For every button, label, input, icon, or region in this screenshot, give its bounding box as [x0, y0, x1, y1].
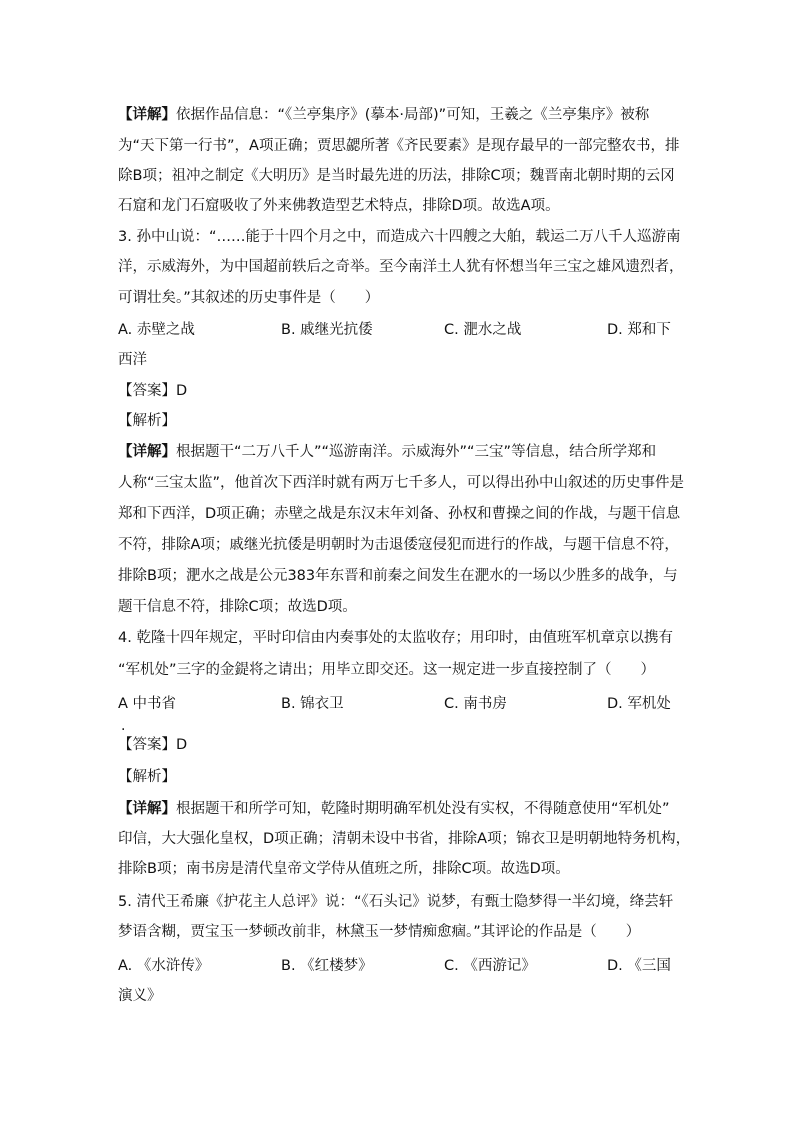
q3-option-d-wrap: 西洋	[118, 352, 147, 368]
q5-option-b: B. 《红楼梦》	[281, 958, 373, 974]
q3-detail-line-5: 排除B项；淝水之战是公元383年东晋和前秦之间发生在淝水的一场以少胜多的战争，与	[118, 568, 678, 584]
q5-option-d-wrap: 演义》	[118, 988, 162, 1004]
q3-detail-line-1: 【详解】根据题干“二万八千人”“巡游南洋。示威海外”“三宝”等信息，结合所学郑和	[118, 444, 657, 460]
q3-detail-line-3: 郑和下西洋，D项正确；赤壁之战是东汉末年刘备、孙权和曹操之间的作战，与题干信息	[118, 506, 681, 522]
q4-option-b: B. 锦衣卫	[281, 696, 344, 712]
q4-stem-line-1: 4. 乾隆十四年规定，平时印信由内奏事处的太监收存；用印时，由值班军机章京以携有	[118, 630, 673, 646]
q4-detail-line-1: 【详解】根据题干和所学可知，乾隆时期明确军机处没有实权，不得随意使用“军机处”	[118, 801, 670, 817]
q2-detail-line-4: 石窟和龙门石窟吸收了外来佛教造型艺术特点，排除D项。故选A项。	[118, 198, 560, 214]
q3-option-b: B. 戚继光抗倭	[281, 322, 373, 338]
stray-dot: ·	[121, 722, 126, 738]
q5-option-d: D. 《三国	[607, 958, 671, 974]
q3-option-c: C. 淝水之战	[444, 322, 522, 338]
q4-option-c: C. 南书房	[444, 696, 507, 712]
q3-option-a: A. 赤壁之战	[118, 322, 195, 338]
q3-analysis-label: 【解析】	[118, 413, 176, 429]
q4-detail-line-2: 印信，大大强化皇权，D项正确；清朝未设中书省，排除A项；锦衣卫是明朝地特务机构，	[118, 831, 691, 847]
detail-tag: 【详解】	[118, 801, 176, 817]
q3-option-d: D. 郑和下	[607, 322, 671, 338]
q5-stem-line-2: 梦语含糊，贾宝玉一梦顿改前非，林黛玉一梦情痴愈痼。”其评论的作品是（ ）	[118, 924, 641, 940]
q4-analysis-label: 【解析】	[118, 769, 176, 785]
q5-option-c: C. 《西游记》	[444, 958, 536, 974]
q3-stem-line-2: 洋，示威海外，为中国超前轶后之奇举。至今南洋土人犹有怀想当年三宝之雄风遗烈者，	[118, 259, 684, 275]
q2-detail-line-2: 为“天下第一行书”，A项正确；贾思勰所著《齐民要素》是现存最早的一部完整农书，排	[118, 138, 680, 154]
detail-tag: 【详解】	[118, 444, 176, 460]
q2-detail-line-3: 除B项；祖冲之制定《大明历》是当时最先进的历法，排除C项；魏晋南北朝时期的云冈	[118, 168, 675, 184]
q5-option-a: A. 《水浒传》	[118, 958, 210, 974]
q4-detail-line-3: 排除B项；南书房是清代皇帝文学侍从值班之所，排除C项。故选D项。	[118, 861, 570, 877]
q4-option-a: A 中书省	[118, 696, 177, 712]
detail-tag: 【详解】	[118, 107, 176, 123]
q3-detail-line-6: 题干信息不符，排除C项；故选D项。	[118, 599, 357, 615]
q2-detail-line-1: 【详解】依据作品信息：“《兰亭集序》(摹本·局部)”可知，王羲之《兰亭集序》被称	[118, 107, 650, 123]
q3-stem-line-3: 可谓壮矣。”其叙述的历史事件是（ ）	[118, 290, 380, 306]
q4-option-d: D. 军机处	[607, 696, 671, 712]
q3-detail-line-4: 不符，排除A项；戚继光抗倭是明朝时为击退倭寇侵犯而进行的作战，与题干信息不符，	[118, 537, 679, 553]
q3-detail-line-2: 人称“三宝太监”，他首次下西洋时就有两万七千多人，可以得出孙中山叙述的历史事件是	[118, 475, 685, 491]
q4-answer: 【答案】D	[118, 737, 188, 753]
q3-answer: 【答案】D	[118, 383, 188, 399]
q4-stem-line-2: “军机处”三字的金鍉将之请出；用毕立即交还。这一规定进一步直接控制了（ ）	[118, 662, 656, 678]
q3-stem-line-1: 3. 孙中山说：“……能于十四个月之中，而造成六十四艘之大舶，载运二万八千人巡游南	[118, 229, 681, 245]
q5-stem-line-1: 5. 清代王希廉《护花主人总评》说：“《石头记》说梦，有甄士隐梦得一半幻境，绛芸轩	[118, 894, 674, 910]
